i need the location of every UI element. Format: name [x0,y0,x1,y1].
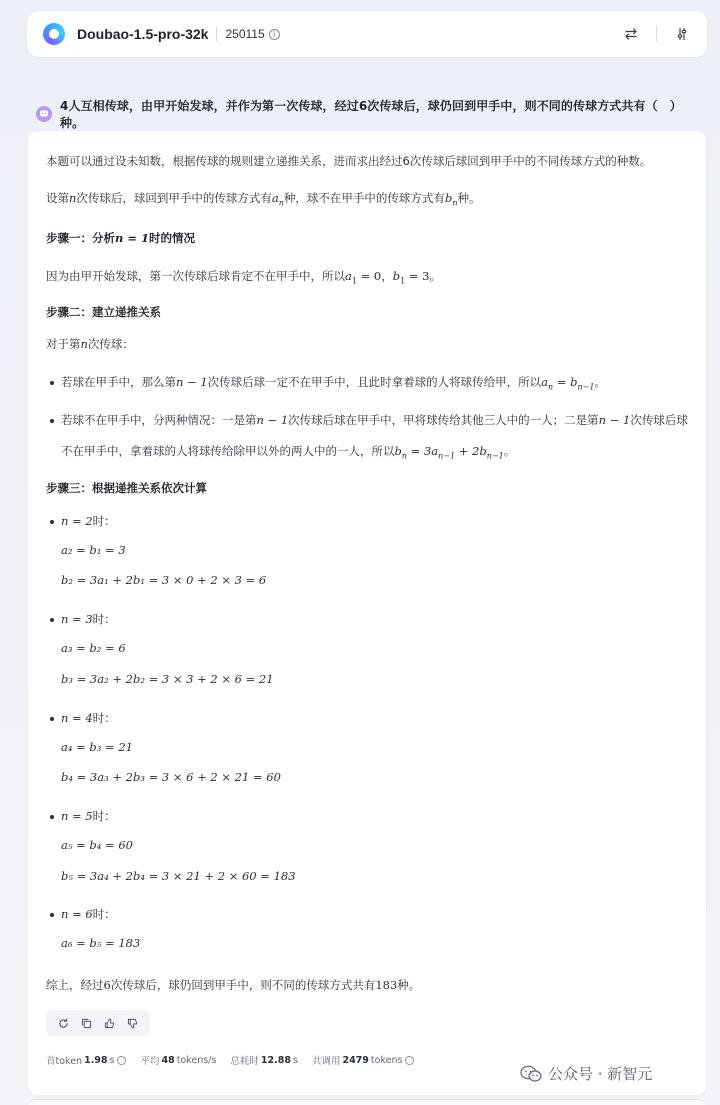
header-actions [620,23,693,45]
case-a-line: a₂ = b₁ = 3 [61,543,126,557]
avg-speed-stat: 平均 48 tokens/s [140,1054,217,1067]
input-box-edge [28,1099,706,1105]
refresh-icon [58,1018,69,1029]
token-usage-stat: 共调用 2479 tokens [312,1053,414,1067]
divider [656,26,657,42]
bullet [50,815,54,819]
thumbs-down-icon [127,1018,138,1029]
info-icon[interactable]: i [269,29,280,40]
doubao-logo-icon [43,23,65,45]
case-label: n = 5时： [61,809,116,823]
answer-intro: 本题可以通过设未知数，根据传球的规则建立递推关系，进而求出经过6次传球后球回到甲手中的不同传球方式的种数。 [46,154,652,168]
case-a-line: a₃ = b₂ = 6 [61,641,126,655]
step1-text: 因为由甲开始发球，第一次传球后球肯定不在甲手中，所以$a_1 = 0$，$b_1 = 3$。 [46,269,441,286]
first-token-stat: 首token 1.98 s [46,1053,126,1067]
step2-bullet-2-line2: 不在甲手中，拿着球的人将球传给除甲以外的两人中的一人，所以$b_n = 3a_{n-1} + 2b_{n-1}$。 [61,444,516,461]
user-avatar [36,106,52,122]
step2-bullet-2-line1: 若球不在甲手中，分两种情况：一是第n − 1次传球后球在甲手中，甲将球传给其他三人中的一人；二是第n − 1次传球后球 [61,413,688,427]
model-name[interactable]: Doubao-1.5-pro-32k [77,26,209,42]
swap-arrows-icon [624,27,638,41]
case-label: n = 3时： [61,612,116,626]
step1-heading: 步骤一：分析n = 1时的情况 [46,231,196,245]
bullet [50,381,54,385]
step2-lead: 对于第n次传球： [46,337,134,351]
info-icon[interactable] [117,1056,126,1065]
case-a-line: a₄ = b₃ = 21 [61,740,133,754]
total-time-stat: 总耗时 12.88 s [230,1054,298,1067]
generation-stats [46,1053,428,1067]
settings-button[interactable] [671,23,693,45]
case-label: n = 2时： [61,514,116,528]
copy-button[interactable] [80,1016,94,1030]
info-icon[interactable] [405,1056,414,1065]
like-button[interactable] [103,1016,117,1030]
question-text: 4人互相传球，由甲开始发球，并作为第一次传球，经过6次传球后，球仍回到甲手中，则不同的传球方式共有（ ）种。 [60,99,682,130]
case-a-line: a₅ = b₄ = 60 [61,838,133,852]
user-question [36,97,700,131]
thumbs-up-icon [104,1018,115,1029]
step2-bullet-1: 若球在甲手中，那么第n − 1次传球后球一定不在甲手中，且此时拿着球的人将球传给甲，所以$a_n = b_{n-1}$。 [61,375,606,392]
case-b-line: b₂ = 3a₁ + 2b₁ = 3 × 0 + 2 × 3 = 6 [61,573,267,587]
model-header-bar [27,11,707,57]
case-label: n = 6时： [61,907,116,921]
answer-actions [46,1010,150,1036]
case-b-line: b₄ = 3a₃ + 2b₃ = 3 × 6 + 2 × 21 = 60 [61,770,281,784]
model-version: 250115 [225,27,265,41]
bullet [50,419,54,423]
regenerate-button[interactable] [57,1016,71,1030]
watermark [520,1063,652,1084]
watermark-text: 公众号 · 新智元 [548,1065,653,1083]
step2-heading: 步骤二：建立递推关系 [46,305,161,319]
step3-heading: 步骤三：根据递推关系依次计算 [46,481,207,495]
answer-setup: 设第n次传球后，球回到甲手中的传球方式有$a_n$种，球不在甲手中的传球方式有$b_n$种。 [46,191,481,208]
sliders-icon [675,27,689,41]
wechat-icon [520,1065,542,1083]
chat-bubble-icon [39,109,49,119]
case-b-line: b₅ = 3a₄ + 2b₄ = 3 × 21 + 2 × 60 = 183 [61,869,296,883]
bullet [50,717,54,721]
bullet [50,913,54,917]
swap-model-button[interactable] [620,23,642,45]
copy-icon [81,1018,92,1029]
bullet [50,520,54,524]
case-label: n = 4时： [61,711,116,725]
case-a-line: a₆ = b₅ = 183 [61,936,141,950]
answer-conclusion: 综上，经过6次传球后，球仍回到甲手中，则不同的传球方式共有183种。 [46,978,421,992]
divider [216,27,217,41]
bullet [50,618,54,622]
case-b-line: b₃ = 3a₂ + 2b₂ = 3 × 3 + 2 × 6 = 21 [61,672,274,686]
dislike-button[interactable] [126,1016,140,1030]
